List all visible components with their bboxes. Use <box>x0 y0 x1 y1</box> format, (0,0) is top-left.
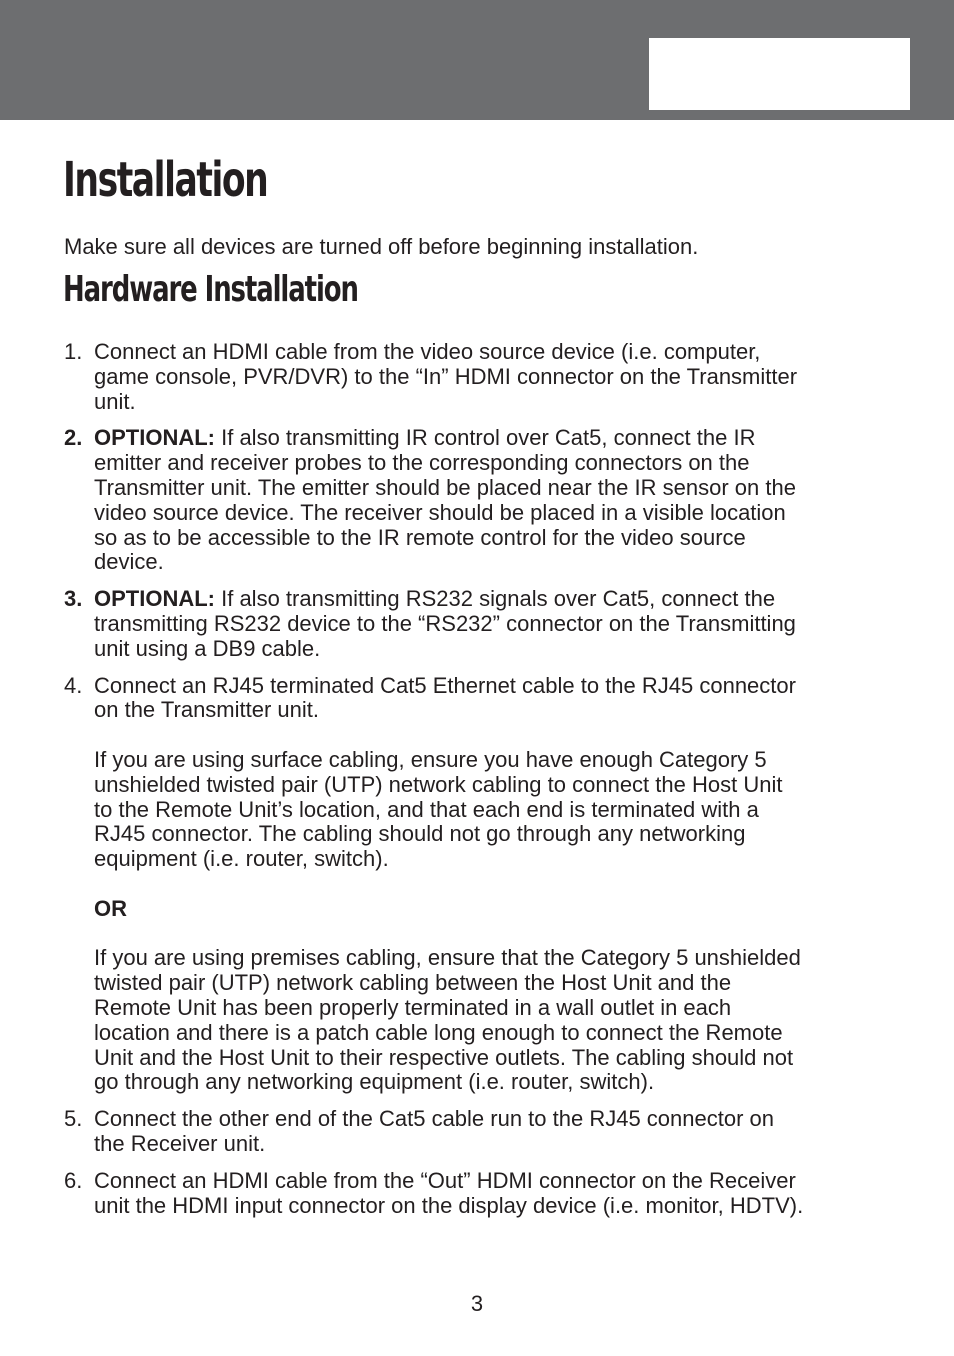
optional-label: OPTIONAL: <box>94 586 215 612</box>
intro-text: Make sure all devices are turned off before beginning installation. <box>64 234 699 259</box>
step-text-line: If you are using surface cabling, ensure you have enough Category 5 <box>94 746 767 772</box>
header-label-box <box>649 38 910 110</box>
step-4 <box>0 674 954 1096</box>
step-text-line <box>94 426 954 451</box>
step-1 <box>0 340 954 414</box>
step-text-line: video source device. The receiver should be placed in a visible location <box>94 499 786 525</box>
step-text-line: RJ45 connector. The cabling should not go through any networking <box>94 821 746 847</box>
step-number: 6. <box>64 1167 83 1193</box>
installation-steps <box>0 340 954 1230</box>
section-title: Hardware Installation <box>63 269 358 310</box>
step-text-line: transmitting RS232 device to the “RS232” connector on the Transmitting <box>94 610 796 636</box>
step-text-line: equipment (i.e. router, switch). <box>94 846 389 872</box>
step-text-line: twisted pair (UTP) network cabling between the Host Unit and the <box>94 970 732 996</box>
step-text-line: on the Transmitter unit. <box>94 697 319 723</box>
step-text-line: unit. <box>94 388 136 414</box>
step-5 <box>0 1107 954 1157</box>
step-number: 3. <box>64 586 83 612</box>
step-text-line: unit the HDMI input connector on the display device (i.e. monitor, HDTV). <box>94 1192 804 1218</box>
step-text-line: Connect an RJ45 terminated Cat5 Ethernet cable to the RJ45 connector <box>94 672 796 698</box>
step-text: If also transmitting IR control over Cat5, connect the IR <box>215 425 756 451</box>
or-label: OR <box>94 895 127 921</box>
paragraph-gap <box>94 723 954 748</box>
step-text-line: unshielded twisted pair (UTP) network cabling to connect the Host Unit <box>94 771 783 797</box>
step-6 <box>0 1169 954 1219</box>
step-text-line: device. <box>94 549 164 575</box>
step-text-line: If you are using premises cabling, ensure that the Category 5 unshielded <box>94 945 801 971</box>
page-number: 3 <box>470 1291 484 1316</box>
step-text-line: go through any networking equipment (i.e. router, switch). <box>94 1069 655 1095</box>
step-text-line: emitter and receiver probes to the corresponding connectors on the <box>94 450 750 476</box>
step-text-line: unit using a DB9 cable. <box>94 635 321 661</box>
step-number: 2. <box>64 425 83 451</box>
paragraph-gap <box>94 872 954 897</box>
step-text-line: Connect the other end of the Cat5 cable run to the RJ45 connector on <box>94 1106 775 1132</box>
step-text-line: Remote Unit has been properly terminated in a wall outlet in each <box>94 994 732 1020</box>
step-number: 4. <box>64 672 83 698</box>
step-text-line: Transmitter unit. The emitter should be placed near the IR sensor on the <box>94 474 796 500</box>
step-2 <box>0 426 954 575</box>
step-number: 1. <box>64 339 83 364</box>
step-text-line: game console, PVR/DVR) to the “In” HDMI connector on the Transmitter <box>94 363 798 389</box>
step-3 <box>0 587 954 661</box>
paragraph-gap <box>94 922 954 947</box>
step-number: 5. <box>64 1106 83 1132</box>
step-text-line <box>94 587 954 612</box>
step-text-line: the Receiver unit. <box>94 1130 266 1156</box>
step-text-line: Connect an HDMI cable from the video source device (i.e. computer, <box>94 339 761 364</box>
step-text-line: Unit and the Host Unit to their respective outlets. The cabling should not <box>94 1044 794 1070</box>
step-text: If also transmitting RS232 signals over Cat5, connect the <box>215 586 776 612</box>
optional-label: OPTIONAL: <box>94 425 215 451</box>
page-title: Installation <box>63 152 268 208</box>
step-text-line: to the Remote Unit’s location, and that each end is terminated with a <box>94 796 759 822</box>
step-text-line: location and there is a patch cable long enough to connect the Remote <box>94 1019 783 1045</box>
step-text-line: so as to be accessible to the IR remote control for the video source <box>94 524 746 550</box>
step-text-line: Connect an HDMI cable from the “Out” HDMI connector on the Receiver <box>94 1167 796 1193</box>
